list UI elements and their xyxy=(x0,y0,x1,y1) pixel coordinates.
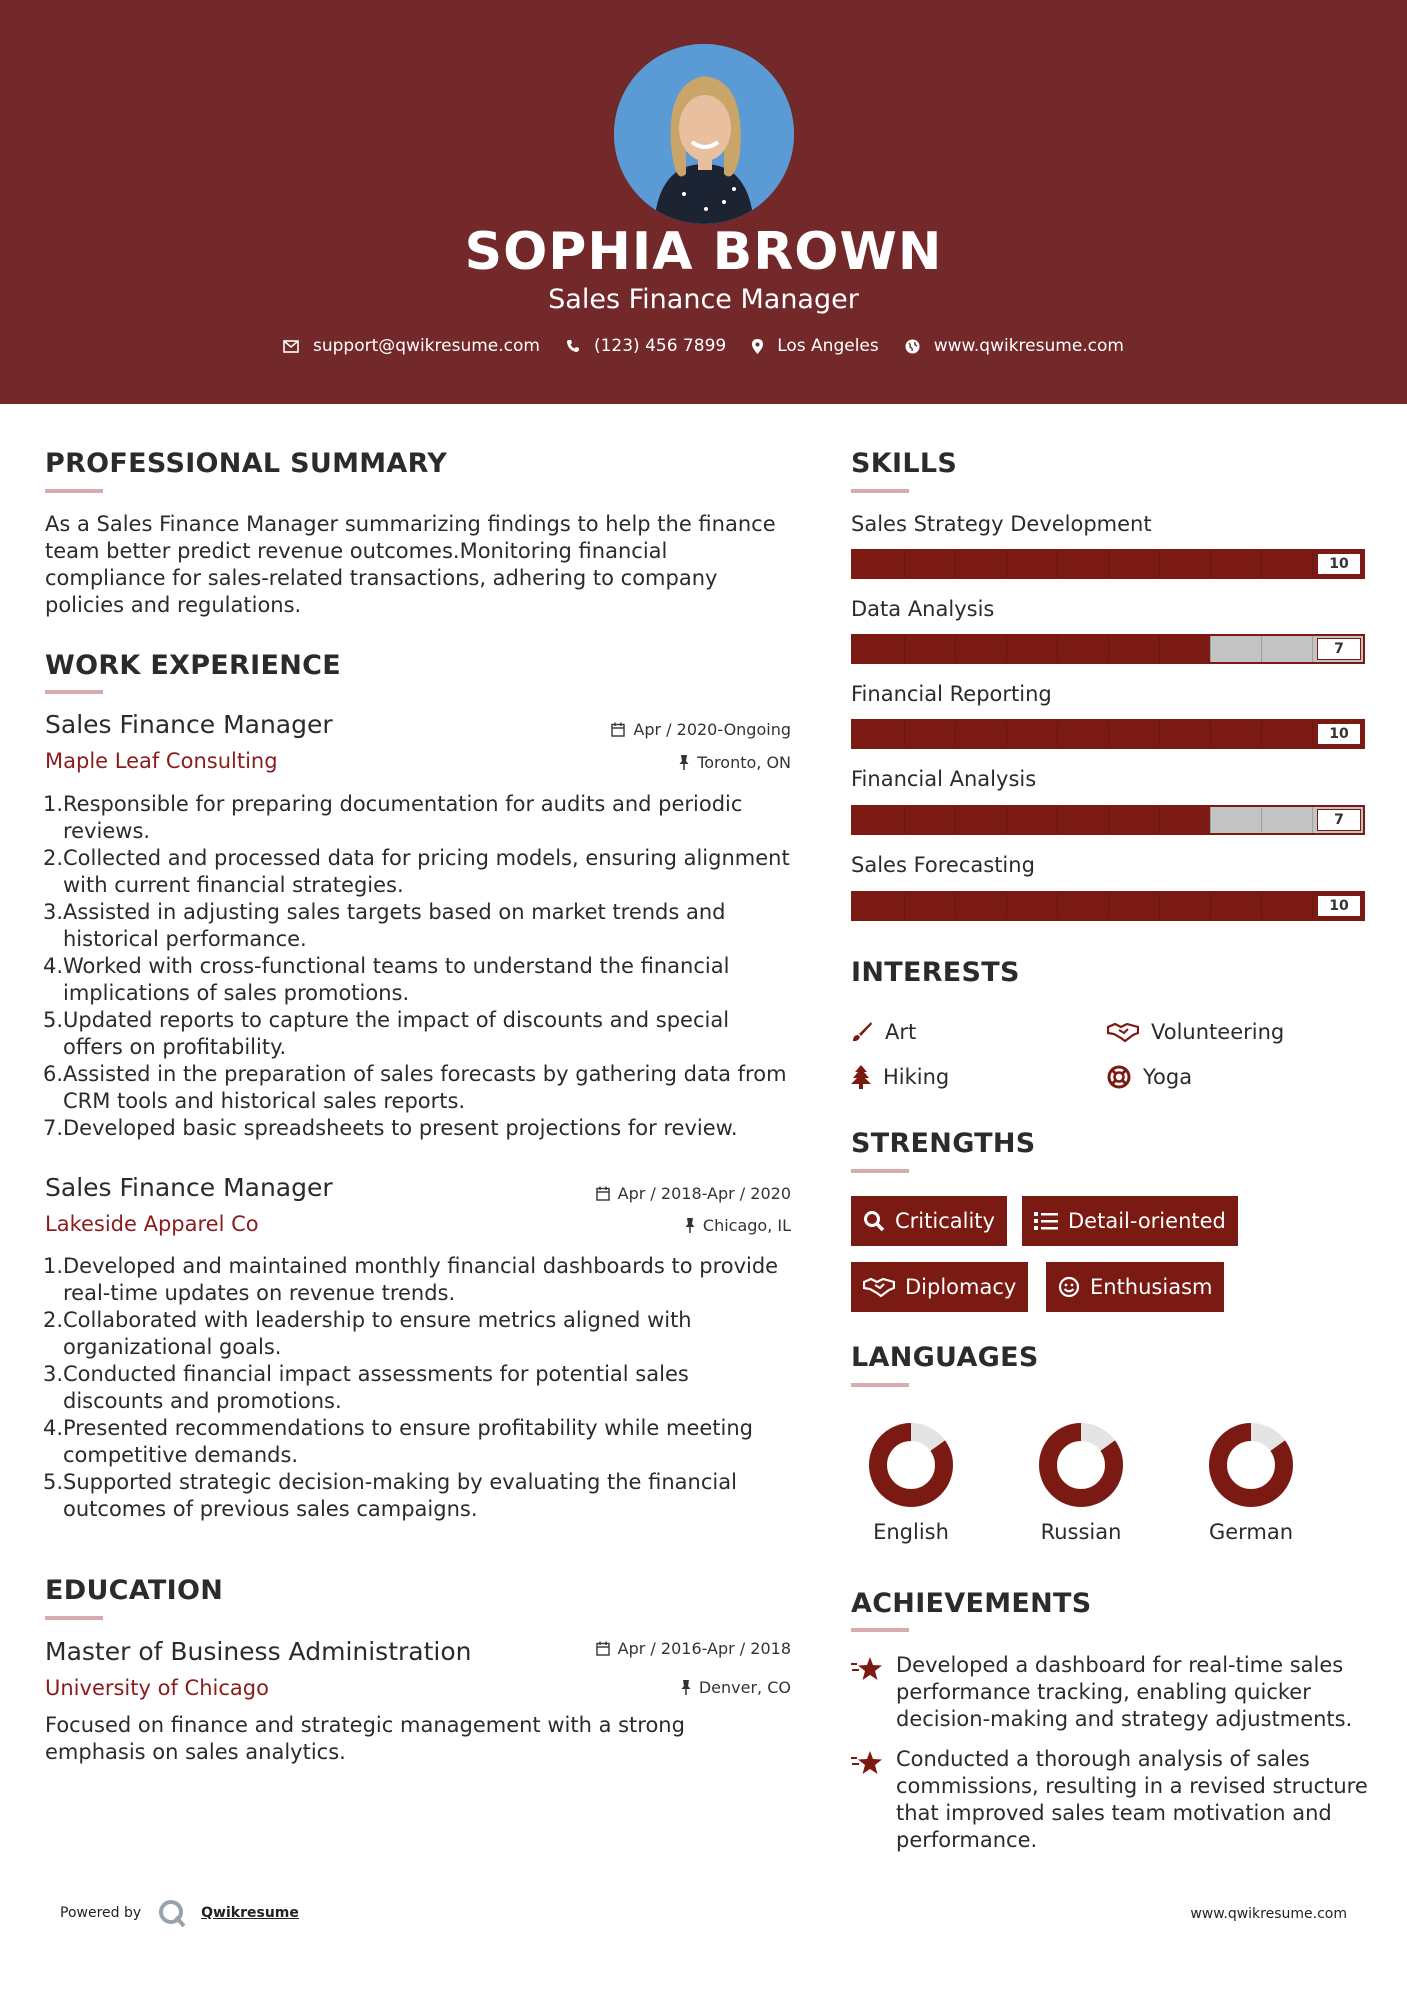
footer-branding xyxy=(60,1898,299,1928)
tree-icon xyxy=(851,1065,871,1089)
skill-value: 7 xyxy=(1317,809,1361,831)
achievement-line: decision-making and strategy adjustments. xyxy=(896,1707,1353,1731)
skill-bar-segment xyxy=(1261,893,1262,919)
map-pin-icon xyxy=(752,339,763,354)
strength-badge xyxy=(1022,1196,1238,1246)
job-title: Sales Finance Manager xyxy=(45,710,333,739)
job-location xyxy=(500,1216,791,1235)
education-line: Focused on finance and strategic management with a strong xyxy=(45,1713,685,1737)
pushpin-icon xyxy=(681,1680,691,1695)
achievement-line: performance tracking, enabling quicker xyxy=(896,1680,1311,1704)
skill-bar-segment xyxy=(904,721,905,747)
skill-bar-segment xyxy=(1006,807,1007,833)
resume-header xyxy=(0,0,1407,404)
skill-bar-segment xyxy=(1210,636,1211,662)
skill-bar-segment xyxy=(1159,893,1160,919)
job-dates-text: Apr / 2020-Ongoing xyxy=(633,720,791,739)
skill-label: Financial Analysis xyxy=(851,767,1037,791)
handshake-icon xyxy=(1107,1021,1139,1043)
skill-bar-segment xyxy=(1312,551,1313,577)
skill-bar-segment xyxy=(1159,551,1160,577)
skill-bar-segment xyxy=(1057,893,1058,919)
skill-bar-segment xyxy=(1210,721,1211,747)
calendar-icon xyxy=(596,1641,610,1656)
skill-bar-segment xyxy=(1312,721,1313,747)
duty-item: 5. Supported strategic decision-making by evaluating the financial outcomes of previous sales campaigns. xyxy=(43,1470,737,1521)
job-location-text: Toronto, ON xyxy=(697,753,791,772)
skill-bar-segment xyxy=(1210,551,1211,577)
job-location xyxy=(500,753,791,772)
strength-label: Diplomacy xyxy=(905,1275,1017,1299)
skill-bar-segment xyxy=(1108,721,1109,747)
candidate-name: SOPHIA BROWN xyxy=(464,222,943,282)
education-dates-text: Apr / 2016-Apr / 2018 xyxy=(617,1639,791,1658)
skill-bar-segment xyxy=(955,807,956,833)
experience-heading: WORK EXPERIENCE xyxy=(45,650,341,681)
skill-bar-segment xyxy=(1006,551,1007,577)
achievement-line: Developed a dashboard for real-time sales xyxy=(896,1653,1344,1677)
brand-link[interactable]: Qwikresume xyxy=(201,1905,299,1921)
achievement-text xyxy=(896,1652,1376,1733)
degree-title: Master of Business Administration xyxy=(45,1637,472,1666)
skill-bar-segment xyxy=(1261,721,1262,747)
envelope-icon xyxy=(283,340,299,353)
skill-bar-segment xyxy=(1312,893,1313,919)
interest-item xyxy=(851,1065,949,1089)
job-dates xyxy=(500,720,791,739)
duty-item: 3. Assisted in adjusting sales targets based on market trends and historical performance. xyxy=(43,900,726,951)
skill-bar-segment xyxy=(1312,636,1313,662)
summary-line: As a Sales Finance Manager summarizing findings to help the finance xyxy=(45,512,776,536)
skill-bar-segment xyxy=(1006,636,1007,662)
contact-row xyxy=(0,336,1407,356)
duty-item: 1. Responsible for preparing documentation for audits and periodic reviews. xyxy=(43,792,743,843)
profile-photo xyxy=(614,44,794,224)
duty-item: 2. Collected and processed data for pricing models, ensuring alignment with current financial strategies. xyxy=(43,846,790,897)
skill-bar-segment xyxy=(1108,893,1109,919)
education-description xyxy=(45,1712,805,1766)
skill-bar-segment xyxy=(955,636,956,662)
interest-label: Art xyxy=(885,1020,917,1044)
duty-item: 4. Presented recommendations to ensure profitability while meeting competitive demands. xyxy=(43,1416,753,1467)
footer-website[interactable]: www.qwikresume.com xyxy=(1190,1906,1347,1922)
strength-badge xyxy=(851,1262,1028,1312)
smile-icon xyxy=(1058,1276,1080,1298)
skill-bar-segment xyxy=(1006,721,1007,747)
achievement-line: performance. xyxy=(896,1828,1038,1852)
job-location-text: Chicago, IL xyxy=(702,1216,791,1235)
language-label: English xyxy=(873,1520,949,1544)
summary-line: compliance for sales-related transactions, adhering to company xyxy=(45,566,718,590)
strengths-underline xyxy=(851,1169,909,1173)
skill-bar xyxy=(851,805,1365,835)
phone-icon xyxy=(566,339,580,353)
duty-item: 5. Updated reports to capture the impact of discounts and special offers on profitability. xyxy=(43,1008,730,1059)
qwikresume-logo-icon xyxy=(157,1898,187,1928)
interest-item xyxy=(851,1020,916,1044)
skill-bar-segment xyxy=(1057,636,1058,662)
skill-bar-segment xyxy=(1210,807,1211,833)
interest-label: Yoga xyxy=(1143,1065,1193,1089)
list-icon xyxy=(1034,1211,1058,1231)
education-underline xyxy=(45,1616,103,1620)
contact-location xyxy=(752,336,879,356)
duty-item: 4. Worked with cross-functional teams to understand the financial implications of sales promotions. xyxy=(43,954,730,1005)
language-item xyxy=(1021,1420,1141,1544)
summary-line: team better predict revenue outcomes.Monitoring financial xyxy=(45,539,668,563)
achievements-underline xyxy=(851,1628,909,1632)
interest-label: Volunteering xyxy=(1151,1020,1285,1044)
achievement-text xyxy=(896,1746,1376,1854)
interest-item xyxy=(1107,1020,1284,1044)
skill-bar-segment xyxy=(1159,721,1160,747)
skill-bar-fill xyxy=(853,636,1210,662)
email-text: support@qwikresume.com xyxy=(313,336,540,356)
education-heading: EDUCATION xyxy=(45,1575,224,1606)
interest-label: Hiking xyxy=(883,1065,950,1089)
candidate-role: Sales Finance Manager xyxy=(548,284,859,315)
calendar-icon xyxy=(596,1186,610,1201)
achievements-heading: ACHIEVEMENTS xyxy=(851,1588,1092,1619)
life-ring-icon xyxy=(1107,1065,1131,1089)
skill-bar xyxy=(851,549,1365,579)
skill-label: Sales Forecasting xyxy=(851,853,1035,877)
skill-value: 10 xyxy=(1317,723,1361,745)
star-icon xyxy=(851,1750,883,1776)
pushpin-icon xyxy=(679,755,689,770)
language-item xyxy=(1191,1420,1311,1544)
website-text: www.qwikresume.com xyxy=(933,336,1124,356)
skill-bar xyxy=(851,634,1365,664)
skill-bar-segment xyxy=(1057,807,1058,833)
summary-line: policies and regulations. xyxy=(45,593,302,617)
handshake-icon xyxy=(863,1276,895,1298)
strength-label: Criticality xyxy=(895,1209,995,1233)
search-icon xyxy=(863,1210,885,1232)
star-icon xyxy=(851,1656,883,1682)
language-donut xyxy=(1021,1420,1141,1510)
skill-bar xyxy=(851,891,1365,921)
contact-website[interactable] xyxy=(905,336,1124,356)
education-line: emphasis on sales analytics. xyxy=(45,1740,346,1764)
skill-bar-segment xyxy=(1006,893,1007,919)
skills-heading: SKILLS xyxy=(851,448,958,479)
location-text: Los Angeles xyxy=(777,336,879,356)
skill-bar-segment xyxy=(904,893,905,919)
skill-bar-segment xyxy=(955,721,956,747)
school-name: University of Chicago xyxy=(45,1676,269,1700)
job-duties xyxy=(45,1253,805,1523)
languages-underline xyxy=(851,1383,909,1387)
skill-bar-segment xyxy=(1057,721,1058,747)
job-title: Sales Finance Manager xyxy=(45,1173,333,1202)
skill-value: 7 xyxy=(1317,638,1361,660)
skill-bar-segment xyxy=(904,636,905,662)
skill-bar-segment xyxy=(1261,636,1262,662)
strength-label: Detail-oriented xyxy=(1068,1209,1226,1233)
duty-item: 3. Conducted financial impact assessments for potential sales discounts and promotions. xyxy=(43,1362,689,1413)
pushpin-icon xyxy=(685,1218,695,1233)
skill-bar-segment xyxy=(1261,807,1262,833)
skill-bar-segment xyxy=(1108,636,1109,662)
skill-label: Sales Strategy Development xyxy=(851,512,1152,536)
language-item xyxy=(851,1420,971,1544)
summary-heading: PROFESSIONAL SUMMARY xyxy=(45,448,448,479)
skills-underline xyxy=(851,489,909,493)
language-label: Russian xyxy=(1040,1520,1122,1544)
skill-bar-segment xyxy=(1261,551,1262,577)
education-location xyxy=(500,1678,791,1697)
language-donut xyxy=(1191,1420,1311,1510)
skill-bar-segment xyxy=(904,551,905,577)
globe-icon xyxy=(905,339,920,354)
skill-bar-segment xyxy=(1108,551,1109,577)
duty-item: 7. Developed basic spreadsheets to present projections for review. xyxy=(43,1116,738,1140)
skill-bar-segment xyxy=(1057,551,1058,577)
contact-phone[interactable] xyxy=(566,336,726,356)
job-duties xyxy=(45,791,805,1142)
experience-underline xyxy=(45,690,103,694)
phone-text: (123) 456 7899 xyxy=(593,336,727,356)
education-location-text: Denver, CO xyxy=(698,1678,791,1697)
skill-label: Financial Reporting xyxy=(851,682,1052,706)
skill-bar xyxy=(851,719,1365,749)
powered-by-text: Powered by xyxy=(60,1905,142,1921)
skill-bar-segment xyxy=(1312,807,1313,833)
skill-value: 10 xyxy=(1317,553,1361,575)
skill-bar-fill xyxy=(853,807,1210,833)
skill-bar-segment xyxy=(904,807,905,833)
contact-email[interactable] xyxy=(283,336,540,356)
duty-item: 6. Assisted in the preparation of sales forecasts by gathering data from CRM tools and historical sales reports. xyxy=(43,1062,787,1113)
education-dates xyxy=(500,1639,791,1658)
interest-item xyxy=(1107,1065,1192,1089)
portrait-image xyxy=(614,44,794,224)
skill-value: 10 xyxy=(1317,895,1361,917)
achievement-line: commissions, resulting in a revised structure xyxy=(896,1774,1368,1798)
skill-bar-segment xyxy=(955,551,956,577)
calendar-icon xyxy=(611,722,625,737)
summary-text xyxy=(45,511,805,619)
strength-badge xyxy=(851,1196,1007,1246)
company-name: Maple Leaf Consulting xyxy=(45,749,278,773)
language-donut xyxy=(851,1420,971,1510)
language-label: German xyxy=(1208,1520,1294,1544)
strengths-heading: STRENGTHS xyxy=(851,1128,1036,1159)
duty-item: 1. Developed and maintained monthly financial dashboards to provide real-time updates on revenue trends. xyxy=(43,1254,779,1305)
job-dates-text: Apr / 2018-Apr / 2020 xyxy=(617,1184,791,1203)
strength-badge xyxy=(1046,1262,1224,1312)
skill-bar-segment xyxy=(1159,807,1160,833)
skill-bar-segment xyxy=(955,893,956,919)
skill-bar-segment xyxy=(1108,807,1109,833)
duty-item: 2. Collaborated with leadership to ensure metrics aligned with organizational goals. xyxy=(43,1308,692,1359)
languages-heading: LANGUAGES xyxy=(851,1342,1039,1373)
interests-heading: INTERESTS xyxy=(851,957,1020,988)
skill-bar-segment xyxy=(1210,893,1211,919)
summary-underline xyxy=(45,489,103,493)
skill-bar-segment xyxy=(1159,636,1160,662)
paintbrush-icon xyxy=(851,1021,873,1043)
achievement-line: that improved sales team motivation and xyxy=(896,1801,1332,1825)
skill-label: Data Analysis xyxy=(851,597,995,621)
company-name: Lakeside Apparel Co xyxy=(45,1212,259,1236)
strength-label: Enthusiasm xyxy=(1090,1275,1213,1299)
achievement-line: Conducted a thorough analysis of sales xyxy=(896,1747,1310,1771)
job-dates xyxy=(500,1184,791,1203)
